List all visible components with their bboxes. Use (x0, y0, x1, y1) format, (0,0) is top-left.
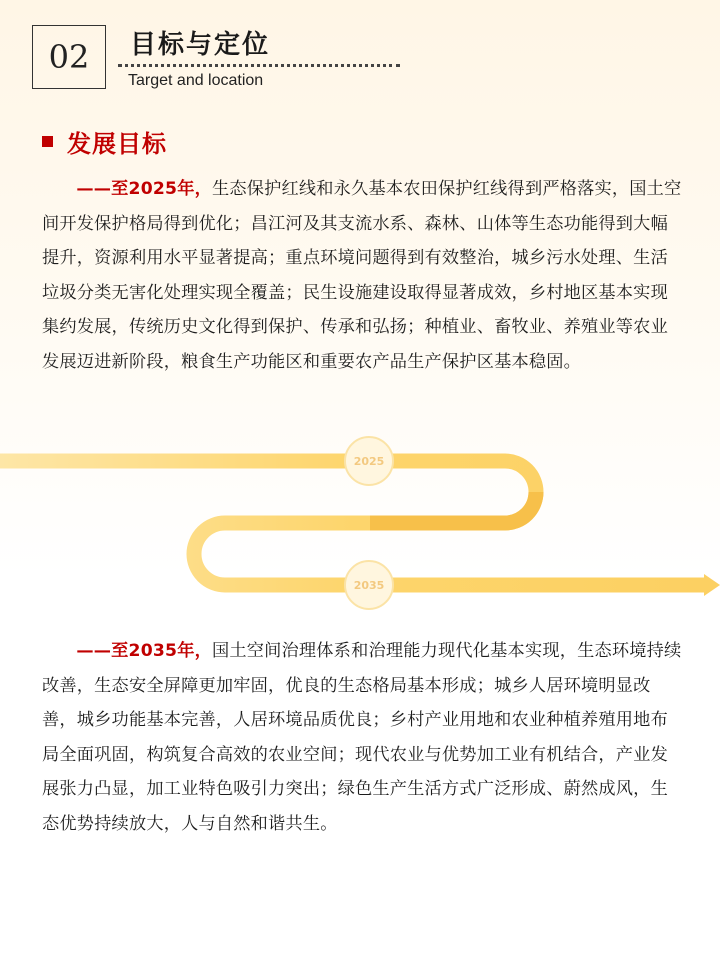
page-title: 目标与定位 (130, 30, 271, 60)
goal-2035-text: 国土空间治理体系和治理能力现代化基本实现，生态环境持续改善，生态安全屏障更加牢固，优良的生态格局基本形成；城乡人居环境明显改善，城乡功能基本完善，人居环境品质优良；乡村产业用地和农业种植养殖用地布局全面巩固，构筑复合高效的农业空间；现代农业与优势加工业有机结合，产业发展张力凸显，加工业特色吸引力突出；绿色生产生活方式广泛形成、蔚然成风，生态优势持续放大，人与自然和谐共生。 (42, 641, 682, 834)
goal-2025-paragraph (42, 172, 682, 379)
arrow-right-icon (704, 574, 720, 596)
timeline-year-2035: 2035 (353, 579, 385, 592)
timeline-graphic (0, 430, 720, 620)
section-number: 02 (48, 38, 90, 76)
section-title: 发展目标 (67, 130, 167, 158)
square-bullet-icon (42, 136, 53, 147)
dotted-divider (118, 64, 400, 67)
section-heading (42, 124, 167, 159)
timeline-node-2025 (345, 437, 393, 485)
goal-2035-lead: ——至2035年， (76, 641, 212, 661)
timeline-node-2035 (345, 561, 393, 609)
timeline-track-highlight (370, 492, 536, 523)
goal-2025-lead: ——至2025年， (76, 179, 212, 199)
goal-2035-paragraph (42, 634, 682, 841)
section-number-box (32, 25, 106, 89)
page-subtitle: Target and location (128, 72, 264, 89)
timeline-year-2025: 2025 (353, 455, 385, 468)
goal-2025-text: 生态保护红线和永久基本农田保护红线得到严格落实，国土空间开发保护格局得到优化；昌江河及其支流水系、森林、山体等生态功能得到大幅提升，资源利用水平显著提高；重点环境问题得到有效整治，城乡污水处理、生活垃圾分类无害化处理实现全覆盖；民生设施建设取得显著成效，乡村地区基本实现集约发展，传统历史文化得到保护、传承和弘扬；种植业、畜牧业、养殖业等农业发展迈进新阶段，粮食生产功能区和重要农产品生产保护区基本稳固。 (42, 179, 682, 372)
